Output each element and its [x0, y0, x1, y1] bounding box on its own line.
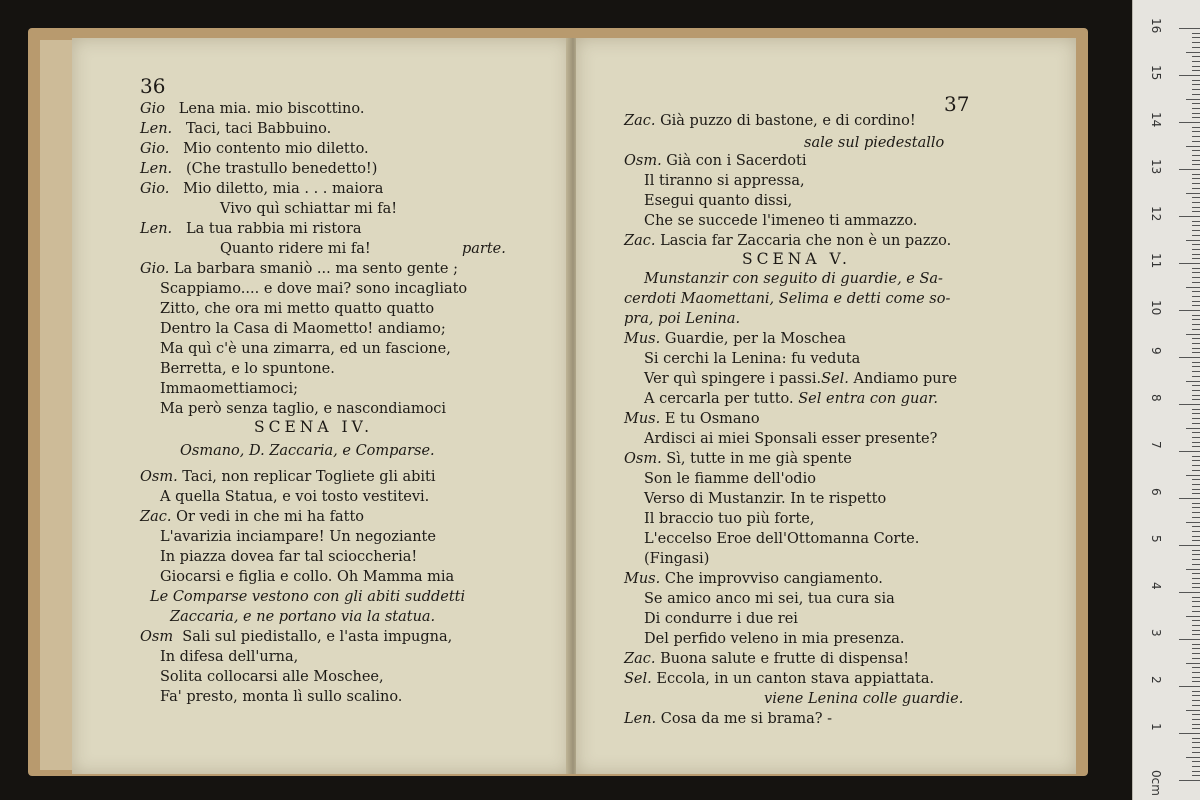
ruler-tick	[1192, 724, 1200, 725]
ruler-tick	[1192, 409, 1200, 410]
text-line: Berretta, e lo spuntone.	[160, 361, 335, 377]
ruler-tick	[1192, 648, 1200, 649]
ruler-tick	[1192, 108, 1200, 109]
scene-heading: SCENA V.	[742, 250, 851, 268]
text-line: Len. Cosa da me si brama? -	[624, 711, 832, 727]
ruler-tick	[1179, 357, 1200, 358]
text-line: Gio. Mio diletto, mia . . . maiora	[140, 181, 384, 197]
ruler-tick	[1179, 733, 1200, 734]
ruler-tick	[1192, 155, 1200, 156]
ruler-tick	[1186, 334, 1200, 335]
text-line: Son le fiamme dell'odio	[644, 471, 816, 487]
ruler-tick	[1186, 710, 1200, 711]
ruler-tick	[1192, 150, 1200, 151]
text-line: Il braccio tuo più forte,	[644, 511, 815, 527]
ruler-tick	[1192, 503, 1200, 504]
ruler-tick	[1192, 211, 1200, 212]
ruler-tick	[1192, 136, 1200, 137]
ruler-tick	[1192, 315, 1200, 316]
ruler-tick	[1186, 757, 1200, 758]
ruler-tick	[1192, 573, 1200, 574]
text-line: Dentro la Casa di Maometto! andiamo;	[160, 321, 446, 337]
ruler-tick	[1192, 695, 1200, 696]
ruler-label: 0cm	[1149, 770, 1163, 796]
ruler-tick	[1192, 117, 1200, 118]
stage-direction: Le Comparse vestono con gli abiti suddetti	[150, 589, 466, 605]
ruler-tick	[1192, 747, 1200, 748]
ruler-tick	[1192, 70, 1200, 71]
ruler-tick	[1192, 221, 1200, 222]
ruler-tick	[1192, 460, 1200, 461]
text-line: Immaomettiamoci;	[160, 381, 298, 397]
ruler-tick	[1192, 512, 1200, 513]
ruler-tick	[1192, 141, 1200, 142]
ruler-tick	[1192, 66, 1200, 67]
ruler-tick	[1192, 625, 1200, 626]
ruler-tick	[1192, 352, 1200, 353]
ruler-tick	[1192, 282, 1200, 283]
text-line: (Fingasi)	[644, 551, 710, 567]
text-line: Solita collocarsi alle Moschee,	[160, 669, 384, 685]
ruler-tick	[1192, 225, 1200, 226]
ruler-tick	[1192, 61, 1200, 62]
ruler-tick	[1192, 197, 1200, 198]
ruler-tick	[1186, 616, 1200, 617]
ruler-tick	[1192, 597, 1200, 598]
ruler-tick	[1192, 587, 1200, 588]
text-line: Zac. Buona salute e frutte di dispensa!	[624, 651, 910, 667]
ruler-label: 4	[1149, 582, 1163, 590]
ruler-tick	[1186, 240, 1200, 241]
ruler-tick	[1192, 437, 1200, 438]
right-page	[576, 38, 1076, 774]
ruler-tick	[1192, 446, 1200, 447]
ruler-tick	[1192, 395, 1200, 396]
stage-direction: Zaccaria, e ne portano via la statua.	[170, 609, 436, 625]
ruler-tick	[1192, 362, 1200, 363]
text-line: Gio Lena mia. mio biscottino.	[140, 101, 365, 117]
scene-characters: cerdoti Maomettani, Selima e detti come so-	[624, 291, 951, 307]
text-line: Ver quì spingere i passi.Sel. Andiamo pure	[644, 371, 958, 387]
ruler-tick	[1192, 489, 1200, 490]
ruler-tick	[1192, 752, 1200, 753]
ruler-tick	[1192, 343, 1200, 344]
ruler-label: 6	[1149, 488, 1163, 496]
ruler-tick	[1192, 254, 1200, 255]
ruler-tick	[1192, 583, 1200, 584]
ruler-tick	[1192, 413, 1200, 414]
ruler-tick	[1192, 42, 1200, 43]
ruler-tick	[1179, 498, 1200, 499]
ruler-tick	[1179, 780, 1200, 781]
ruler-tick	[1192, 272, 1200, 273]
ruler-tick	[1192, 484, 1200, 485]
ruler-label: 1	[1149, 723, 1163, 731]
ruler-label: 2	[1149, 676, 1163, 684]
ruler-tick	[1192, 742, 1200, 743]
ruler-label: 3	[1149, 629, 1163, 637]
text-line: Ma quì c'è una zimarra, ed un fascione,	[160, 341, 451, 357]
ruler-tick	[1192, 771, 1200, 772]
text-line: Verso di Mustanzir. In te rispetto	[644, 491, 887, 507]
ruler-tick	[1192, 719, 1200, 720]
ruler-tick	[1192, 244, 1200, 245]
ruler-tick	[1192, 366, 1200, 367]
ruler-label: 14	[1149, 112, 1163, 128]
ruler-tick	[1192, 554, 1200, 555]
ruler-tick	[1192, 705, 1200, 706]
ruler-tick	[1192, 277, 1200, 278]
ruler-tick	[1192, 714, 1200, 715]
ruler-tick	[1186, 381, 1200, 382]
stage-direction: viene Lenina colle guardie.	[764, 691, 964, 707]
text-line: Mus. E tu Osmano	[624, 411, 760, 427]
text-line: Quanto ridere mi fa!	[220, 241, 371, 257]
scene-characters: pra, poi Lenina.	[624, 311, 741, 327]
ruler-tick	[1192, 127, 1200, 128]
ruler-label: 5	[1149, 535, 1163, 543]
ruler-tick	[1192, 390, 1200, 391]
ruler-tick	[1192, 653, 1200, 654]
ruler-label: 7	[1149, 441, 1163, 449]
ruler-tick	[1179, 75, 1200, 76]
ruler-tick	[1192, 89, 1200, 90]
ruler-tick	[1192, 319, 1200, 320]
ruler-tick	[1192, 160, 1200, 161]
text-line: Osm Sali sul piedistallo, e l'asta impugna,	[140, 629, 453, 645]
ruler-tick	[1192, 329, 1200, 330]
text-line: Del perfido veleno in mia presenza.	[644, 631, 905, 647]
ruler-tick	[1192, 578, 1200, 579]
ruler-tick	[1186, 99, 1200, 100]
text-line: Vivo quì schiattar mi fa!	[220, 201, 398, 217]
left-page	[72, 38, 570, 774]
stage-direction: sale sul piedestallo	[804, 135, 945, 151]
ruler-label: 13	[1149, 159, 1163, 175]
text-line: Zac. Lascia far Zaccaria che non è un pazzo.	[624, 233, 952, 249]
ruler-tick	[1186, 52, 1200, 53]
ruler-tick	[1192, 47, 1200, 48]
text-line: Mus. Che improvviso cangiamento.	[624, 571, 883, 587]
ruler-tick	[1192, 531, 1200, 532]
ruler-label: 12	[1149, 206, 1163, 222]
ruler-tick	[1192, 442, 1200, 443]
text-line: Ma però senza taglio, e nascondiamoci	[160, 401, 447, 417]
ruler-tick	[1192, 681, 1200, 682]
ruler-tick	[1192, 305, 1200, 306]
text-line: In difesa dell'urna,	[160, 649, 299, 665]
ruler-label: 9	[1149, 347, 1163, 355]
text-line: Gio. Mio contento mio diletto.	[140, 141, 369, 157]
stage-direction: parte.	[462, 241, 506, 257]
text-line: Giocarsi e figlia e collo. Oh Mamma mia	[160, 569, 455, 585]
ruler-tick	[1192, 94, 1200, 95]
ruler-tick	[1192, 103, 1200, 104]
text-line: Zac. Or vedi in che mi ha fatto	[140, 509, 365, 525]
ruler-tick	[1192, 56, 1200, 57]
ruler-tick	[1179, 686, 1200, 687]
ruler-tick	[1192, 131, 1200, 132]
scene-characters: Osmano, D. Zaccaria, e Comparse.	[180, 443, 435, 459]
ruler-tick	[1192, 258, 1200, 259]
ruler-label: 10	[1149, 300, 1163, 316]
ruler-tick	[1192, 672, 1200, 673]
ruler-tick	[1192, 620, 1200, 621]
ruler-tick	[1192, 550, 1200, 551]
text-line: Scappiamo.... e dove mai? sono incagliato	[160, 281, 468, 297]
ruler-tick	[1192, 540, 1200, 541]
ruler-tick	[1192, 559, 1200, 560]
text-line: Osm. Già con i Sacerdoti	[624, 153, 807, 169]
text-line: Osm. Sì, tutte in me già spente	[624, 451, 852, 467]
ruler-tick	[1186, 663, 1200, 664]
ruler-tick	[1186, 193, 1200, 194]
page-number-left: 36	[140, 74, 166, 98]
text-line: Len. Taci, taci Babbuino.	[140, 121, 332, 137]
ruler-tick	[1192, 385, 1200, 386]
ruler-tick	[1192, 658, 1200, 659]
text-line: Len. La tua rabbia mi ristora	[140, 221, 362, 237]
ruler-tick	[1192, 399, 1200, 400]
text-line: Gio. La barbara smaniò ... ma sento gente ;	[140, 261, 458, 277]
ruler-tick	[1192, 291, 1200, 292]
ruler-tick	[1179, 169, 1200, 170]
text-line: Esegui quanto dissi,	[644, 193, 793, 209]
ruler-tick	[1179, 404, 1200, 405]
ruler-tick	[1192, 691, 1200, 692]
ruler-tick	[1192, 84, 1200, 85]
ruler-tick	[1192, 113, 1200, 114]
text-line: Fa' presto, monta lì sullo scalino.	[160, 689, 403, 705]
ruler-tick	[1192, 526, 1200, 527]
ruler-tick	[1179, 28, 1200, 29]
ruler-tick	[1192, 738, 1200, 739]
ruler-tick	[1192, 634, 1200, 635]
ruler-tick	[1179, 639, 1200, 640]
ruler-tick	[1192, 188, 1200, 189]
ruler-tick	[1192, 493, 1200, 494]
ruler-label: 16	[1149, 18, 1163, 34]
ruler-tick	[1179, 592, 1200, 593]
ruler-tick	[1186, 428, 1200, 429]
text-line: Sel. Eccola, in un canton stava appiattata.	[624, 671, 935, 687]
ruler-tick	[1192, 348, 1200, 349]
ruler-tick	[1192, 301, 1200, 302]
scene-characters: Munstanzir con seguito di guardie, e Sa-	[644, 271, 943, 287]
ruler-tick	[1192, 230, 1200, 231]
ruler-tick	[1192, 564, 1200, 565]
text-line: A quella Statua, e voi tosto vestitevi.	[160, 489, 430, 505]
ruler-tick	[1192, 761, 1200, 762]
text-line: Zitto, che ora mi metto quatto quatto	[160, 301, 435, 317]
ruler-tick	[1192, 456, 1200, 457]
text-line: Si cerchi la Lenina: fu veduta	[644, 351, 861, 367]
ruler-tick	[1192, 700, 1200, 701]
ruler-tick	[1192, 202, 1200, 203]
ruler-tick	[1192, 338, 1200, 339]
ruler-tick	[1186, 146, 1200, 147]
ruler-tick	[1192, 80, 1200, 81]
ruler-label: 15	[1149, 65, 1163, 81]
text-line: Ardisci ai miei Sponsali esser presente?	[644, 431, 938, 447]
ruler-tick	[1179, 310, 1200, 311]
ruler-tick	[1192, 235, 1200, 236]
ruler-tick	[1192, 418, 1200, 419]
text-line: L'avarizia inciampare! Un negoziante	[160, 529, 436, 545]
ruler-tick	[1192, 37, 1200, 38]
ruler-tick	[1179, 451, 1200, 452]
text-line: Mus. Guardie, per la Moschea	[624, 331, 847, 347]
ruler-tick	[1186, 522, 1200, 523]
text-line: Zac. Già puzzo di bastone, e di cordino!	[624, 113, 916, 129]
ruler-tick	[1179, 545, 1200, 546]
text-line: In piazza dovea far tal scioccheria!	[160, 549, 418, 565]
ruler-tick	[1192, 324, 1200, 325]
ruler-tick	[1192, 611, 1200, 612]
ruler-tick	[1192, 507, 1200, 508]
text-line: L'eccelso Eroe dell'Ottomanna Corte.	[644, 531, 920, 547]
ruler-tick	[1179, 263, 1200, 264]
ruler-tick	[1179, 122, 1200, 123]
ruler-tick	[1192, 728, 1200, 729]
measuring-ruler	[1132, 0, 1200, 800]
ruler-tick	[1192, 268, 1200, 269]
ruler-tick	[1186, 569, 1200, 570]
ruler-tick	[1192, 183, 1200, 184]
ruler-tick	[1192, 371, 1200, 372]
ruler-tick	[1192, 376, 1200, 377]
text-line: Se amico anco mi sei, tua cura sia	[644, 591, 895, 607]
ruler-tick	[1192, 164, 1200, 165]
ruler-tick	[1192, 677, 1200, 678]
text-line: Len. (Che trastullo benedetto!)	[140, 161, 378, 177]
ruler-tick	[1192, 766, 1200, 767]
ruler-tick	[1192, 601, 1200, 602]
ruler-tick	[1192, 630, 1200, 631]
ruler-tick	[1192, 479, 1200, 480]
ruler-tick	[1192, 644, 1200, 645]
ruler-tick	[1192, 178, 1200, 179]
ruler-tick	[1192, 207, 1200, 208]
text-line: Di condurre i due rei	[644, 611, 798, 627]
page-number-right: 37	[944, 92, 970, 116]
ruler-tick	[1192, 296, 1200, 297]
text-line: Il tiranno si appressa,	[644, 173, 805, 189]
ruler-tick	[1192, 465, 1200, 466]
ruler-tick	[1192, 536, 1200, 537]
text-line: Che se succede l'imeneo ti ammazzo.	[644, 213, 918, 229]
ruler-tick	[1192, 174, 1200, 175]
text-line: A cercarla per tutto. Sel entra con guar.	[644, 391, 938, 407]
ruler-tick	[1192, 667, 1200, 668]
text-line: Osm. Taci, non replicar Togliete gli abiti	[140, 469, 436, 485]
ruler-tick	[1179, 216, 1200, 217]
ruler-label: 8	[1149, 394, 1163, 402]
ruler-tick	[1192, 606, 1200, 607]
ruler-tick	[1192, 33, 1200, 34]
ruler-tick	[1192, 775, 1200, 776]
ruler-tick	[1186, 475, 1200, 476]
ruler-tick	[1192, 432, 1200, 433]
ruler-tick	[1192, 249, 1200, 250]
ruler-label: 11	[1149, 253, 1163, 269]
ruler-tick	[1186, 287, 1200, 288]
ruler-tick	[1192, 423, 1200, 424]
scene-heading: SCENA IV.	[254, 418, 374, 436]
ruler-tick	[1192, 517, 1200, 518]
ruler-tick	[1192, 470, 1200, 471]
